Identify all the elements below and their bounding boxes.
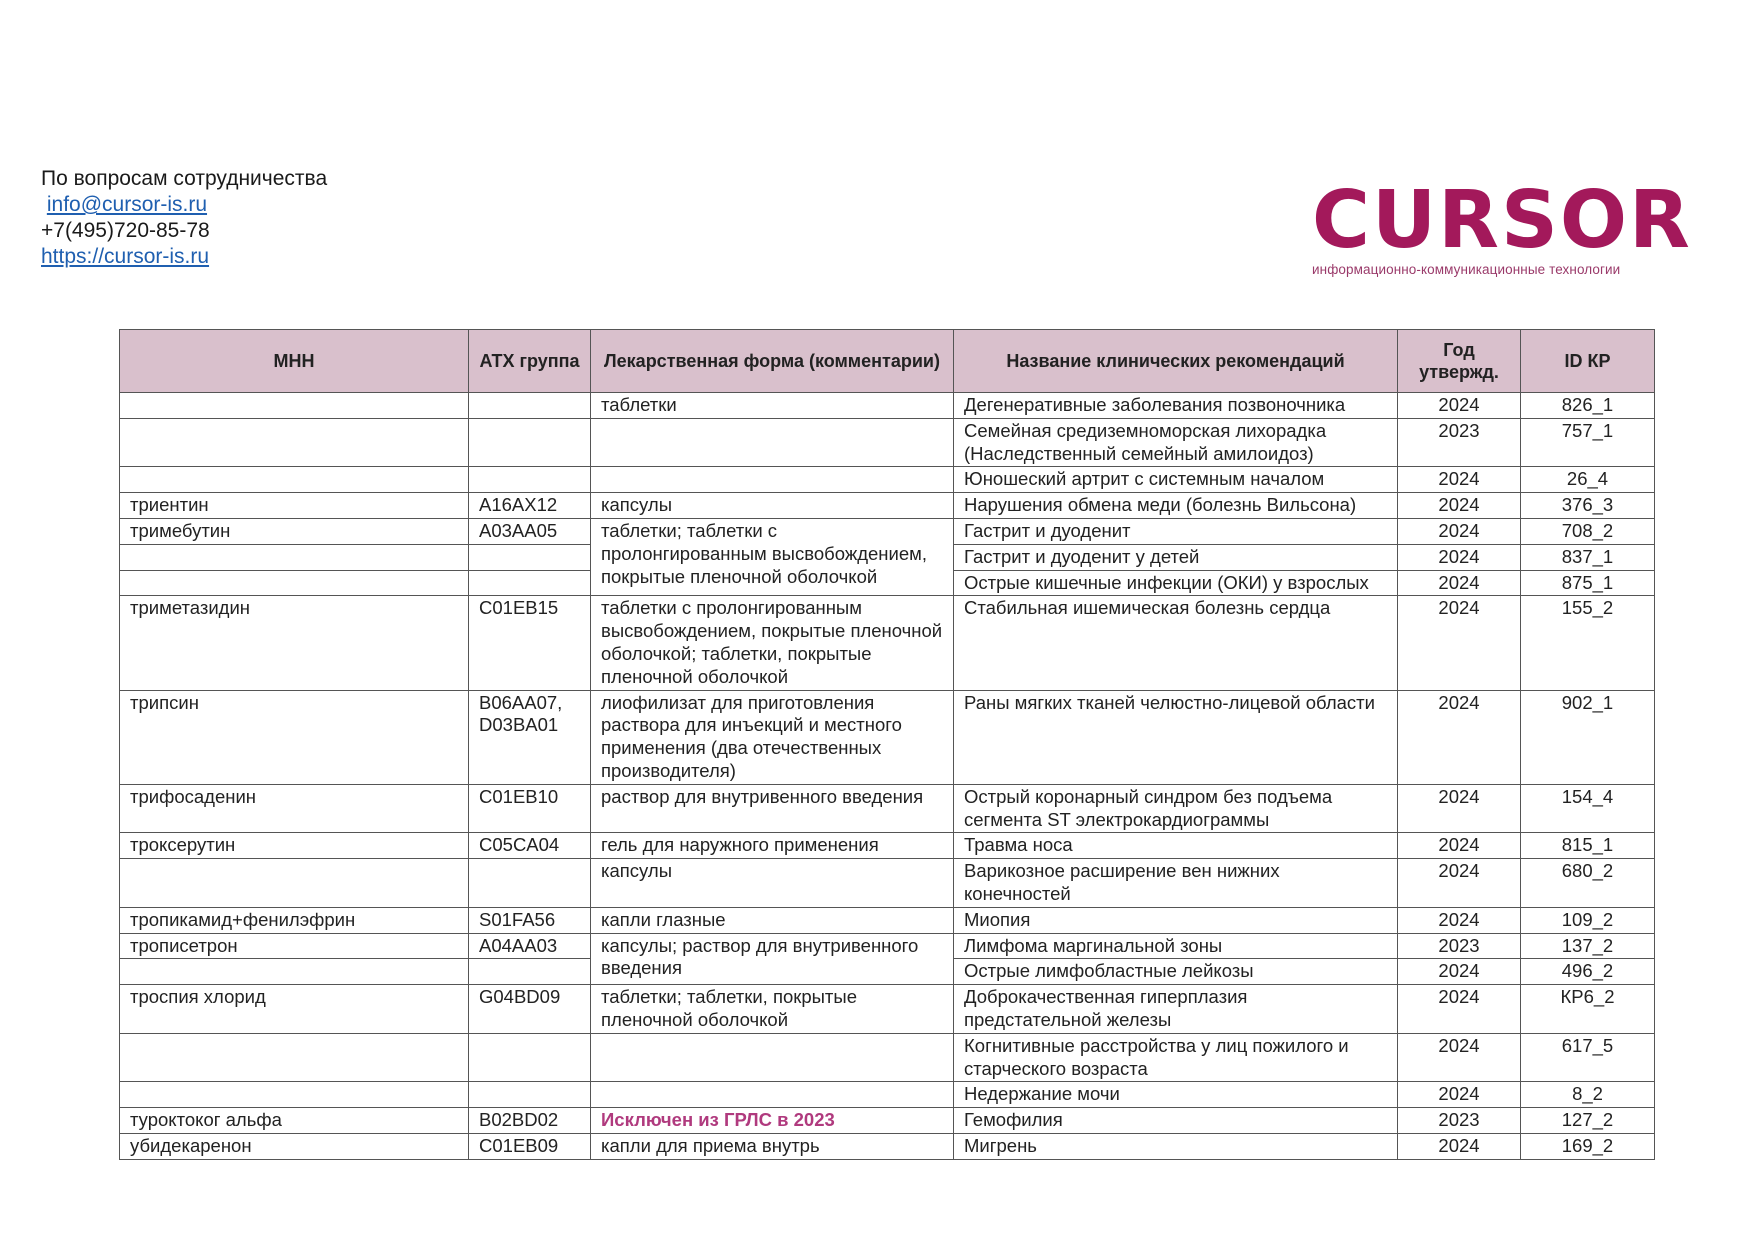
cell-rec: Доброкачественная гиперплазия предстательной железы (954, 985, 1398, 1034)
cell-id: 837_1 (1521, 544, 1655, 570)
header-id: ID КР (1521, 330, 1655, 393)
cell-mnn (120, 859, 469, 908)
table-header-row (120, 330, 1655, 393)
cell-atc (469, 1082, 591, 1108)
contacts-block (41, 166, 327, 270)
cell-mnn: трифосаденин (120, 784, 469, 833)
cell-year: 2024 (1398, 596, 1521, 690)
table-row (120, 1133, 1655, 1159)
cell-atc (469, 418, 591, 467)
cell-year: 2024 (1398, 518, 1521, 544)
table-row (120, 393, 1655, 419)
cell-year: 2024 (1398, 393, 1521, 419)
cell-rec: Гастрит и дуоденит у детей (954, 544, 1398, 570)
cell-mnn (120, 959, 469, 985)
cell-rec: Нарушения обмена меди (болезнь Вильсона) (954, 493, 1398, 519)
cell-year: 2024 (1398, 1082, 1521, 1108)
cell-form: лиофилизат для приготовления раствора для инъекций и местного применения (два отечественных производителя) (591, 690, 954, 784)
table-row (120, 1033, 1655, 1082)
table-row (120, 907, 1655, 933)
cell-atc: S01FA56 (469, 907, 591, 933)
cursor-logo (1312, 174, 1692, 277)
cell-year: 2024 (1398, 544, 1521, 570)
cell-form: таблетки; таблетки, покрытые пленочной оболочкой (591, 985, 954, 1034)
cell-rec: Когнитивные расстройства у лиц пожилого и старческого возраста (954, 1033, 1398, 1082)
cell-atc: C01EB10 (469, 784, 591, 833)
cell-mnn (120, 393, 469, 419)
cell-form: капли глазные (591, 907, 954, 933)
cell-form: капсулы (591, 493, 954, 519)
cell-year: 2023 (1398, 1108, 1521, 1134)
cell-id: 154_4 (1521, 784, 1655, 833)
cell-form (591, 467, 954, 493)
cell-rec: Миопия (954, 907, 1398, 933)
cell-atc: C05CA04 (469, 833, 591, 859)
cell-id: 155_2 (1521, 596, 1655, 690)
cell-atc (469, 393, 591, 419)
cell-atc (469, 544, 591, 570)
cell-form: капсулы; раствор для внутривенного введения (591, 933, 954, 985)
cell-rec: Лимфома маргинальной зоны (954, 933, 1398, 959)
cell-year: 2024 (1398, 690, 1521, 784)
cell-mnn: троксерутин (120, 833, 469, 859)
table-row (120, 859, 1655, 908)
cell-atc: A16AX12 (469, 493, 591, 519)
site-link[interactable]: https://cursor-is.ru (41, 245, 210, 268)
cell-rec: Дегенеративные заболевания позвоночника (954, 393, 1398, 419)
cell-id: 26_4 (1521, 467, 1655, 493)
cell-form (591, 1033, 954, 1082)
cell-id: 109_2 (1521, 907, 1655, 933)
cell-mnn (120, 1082, 469, 1108)
cell-year: 2024 (1398, 570, 1521, 596)
cell-rec: Гастрит и дуоденит (954, 518, 1398, 544)
phone-text: +7(495)720-85-78 (41, 219, 210, 242)
contacts-title: По вопросам сотрудничества (41, 167, 328, 190)
cell-form: капли для приема внутрь (591, 1133, 954, 1159)
cell-mnn: трописетрон (120, 933, 469, 959)
header-year: Год утвержд. (1398, 330, 1521, 393)
cell-id: 617_5 (1521, 1033, 1655, 1082)
cell-year: 2023 (1398, 933, 1521, 959)
cell-rec: Стабильная ишемическая болезнь сердца (954, 596, 1398, 690)
cell-id: 826_1 (1521, 393, 1655, 419)
cell-mnn: тримебутин (120, 518, 469, 544)
cell-year: 2023 (1398, 418, 1521, 467)
recommendations-table (119, 329, 1655, 1160)
cell-form: таблетки; таблетки с пролонгированным высвобождением, покрытые пленочной оболочкой (591, 518, 954, 595)
cell-id: 708_2 (1521, 518, 1655, 544)
cell-id: 169_2 (1521, 1133, 1655, 1159)
table-row (120, 418, 1655, 467)
cell-atc: B06AA07, D03BA01 (469, 690, 591, 784)
cell-atc: A04AA03 (469, 933, 591, 959)
cell-rec: Недержание мочи (954, 1082, 1398, 1108)
cell-year: 2024 (1398, 859, 1521, 908)
cell-year: 2024 (1398, 959, 1521, 985)
cell-id: 680_2 (1521, 859, 1655, 908)
cell-id: 757_1 (1521, 418, 1655, 467)
cell-form (591, 418, 954, 467)
table-row (120, 596, 1655, 690)
cell-atc (469, 467, 591, 493)
table-row (120, 833, 1655, 859)
cell-year: 2024 (1398, 467, 1521, 493)
cell-atc (469, 1033, 591, 1082)
cell-atc: C01EB15 (469, 596, 591, 690)
cell-year: 2024 (1398, 1133, 1521, 1159)
cell-id: 8_2 (1521, 1082, 1655, 1108)
cell-year: 2024 (1398, 493, 1521, 519)
cell-mnn (120, 418, 469, 467)
cell-rec: Травма носа (954, 833, 1398, 859)
table-row (120, 467, 1655, 493)
cell-atc (469, 570, 591, 596)
cell-id: 496_2 (1521, 959, 1655, 985)
cell-atc (469, 859, 591, 908)
cell-form: капсулы (591, 859, 954, 908)
cell-mnn: триметазидин (120, 596, 469, 690)
cell-mnn: трипсин (120, 690, 469, 784)
cell-id: КР6_2 (1521, 985, 1655, 1034)
table-row (120, 518, 1655, 544)
logo-word: CURSOR (1312, 174, 1692, 266)
cell-mnn: тропикамид+фенилэфрин (120, 907, 469, 933)
header-atc: АТХ группа (469, 330, 591, 393)
cell-mnn (120, 1033, 469, 1082)
cell-rec: Юношеский артрит с системным началом (954, 467, 1398, 493)
table-row (120, 1108, 1655, 1134)
cell-rec: Острые лимфобластные лейкозы (954, 959, 1398, 985)
email-link[interactable]: info@cursor-is.ru (46, 193, 208, 216)
table-row (120, 1082, 1655, 1108)
cell-rec: Семейная средиземноморская лихорадка (Наследственный семейный амилоидоз) (954, 418, 1398, 467)
table-row (120, 493, 1655, 519)
cell-atc (469, 959, 591, 985)
cell-atc: A03AA05 (469, 518, 591, 544)
cell-atc: G04BD09 (469, 985, 591, 1034)
header-rec: Название клинических рекомендаций (954, 330, 1398, 393)
cell-id: 875_1 (1521, 570, 1655, 596)
cell-mnn (120, 544, 469, 570)
cell-form: раствор для внутривенного введения (591, 784, 954, 833)
table-row (120, 690, 1655, 784)
cell-id: 376_3 (1521, 493, 1655, 519)
cell-year: 2024 (1398, 833, 1521, 859)
cell-rec: Гемофилия (954, 1108, 1398, 1134)
cell-rec: Острый коронарный синдром без подъема сегмента ST электрокардиограммы (954, 784, 1398, 833)
cell-id: 127_2 (1521, 1108, 1655, 1134)
cell-form (591, 1082, 954, 1108)
table-row (120, 985, 1655, 1034)
cell-mnn: убидекаренон (120, 1133, 469, 1159)
excluded-note: Исключен из ГРЛС в 2023 (591, 1108, 954, 1134)
cell-rec: Мигрень (954, 1133, 1398, 1159)
header-form: Лекарственная форма (комментарии) (591, 330, 954, 393)
cell-mnn: триентин (120, 493, 469, 519)
cell-mnn (120, 467, 469, 493)
cell-year: 2024 (1398, 1033, 1521, 1082)
header-mnn: МНН (120, 330, 469, 393)
cell-mnn: туроктоког альфа (120, 1108, 469, 1134)
logo-tagline: информационно-коммуникационные технологии (1312, 262, 1621, 277)
cell-rec: Варикозное расширение вен нижних конечностей (954, 859, 1398, 908)
cell-year: 2024 (1398, 985, 1521, 1034)
cell-form: таблетки (591, 393, 954, 419)
cell-id: 137_2 (1521, 933, 1655, 959)
cell-mnn (120, 570, 469, 596)
cell-id: 902_1 (1521, 690, 1655, 784)
table-row (120, 933, 1655, 959)
cell-rec: Острые кишечные инфекции (ОКИ) у взрослых (954, 570, 1398, 596)
cell-form: таблетки с пролонгированным высвобождением, покрытые пленочной оболочкой; таблетки, покрытые пленочной оболочкой (591, 596, 954, 690)
cell-rec: Раны мягких тканей челюстно-лицевой области (954, 690, 1398, 784)
cell-year: 2024 (1398, 784, 1521, 833)
cell-form: гель для наружного применения (591, 833, 954, 859)
cell-atc: B02BD02 (469, 1108, 591, 1134)
cell-atc: C01EB09 (469, 1133, 591, 1159)
cell-mnn: троспия хлорид (120, 985, 469, 1034)
cell-id: 815_1 (1521, 833, 1655, 859)
table-row (120, 784, 1655, 833)
cell-year: 2024 (1398, 907, 1521, 933)
